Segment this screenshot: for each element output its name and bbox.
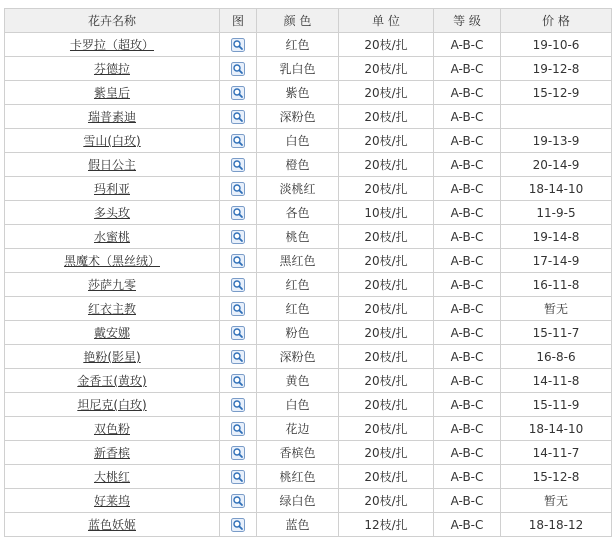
header-row	[5, 9, 612, 33]
table-row	[5, 489, 612, 513]
unit-cell: 20枝/扎	[339, 297, 434, 321]
flower-name-cell	[5, 489, 220, 513]
color-cell: 淡桃红	[257, 177, 339, 201]
price-cell: 15-12-9	[501, 81, 612, 105]
grade-cell: A-B-C	[434, 33, 501, 57]
magnifier-icon[interactable]	[231, 134, 245, 148]
color-cell: 蓝色	[257, 513, 339, 537]
magnifier-icon[interactable]	[231, 494, 245, 508]
magnifier-icon[interactable]	[231, 374, 245, 388]
flower-name-link[interactable]: 假日公主	[87, 158, 136, 172]
color-cell: 深粉色	[257, 345, 339, 369]
flower-name-link[interactable]: 新香槟	[93, 446, 130, 460]
price-cell	[501, 105, 612, 129]
price-cell: 18-14-10	[501, 177, 612, 201]
flower-name-link[interactable]: 坦尼克(白玫)	[77, 398, 147, 412]
table-row	[5, 129, 612, 153]
table-row	[5, 153, 612, 177]
flower-name-link[interactable]: 紫皇后	[93, 86, 130, 100]
flower-name-link[interactable]: 玛利亚	[93, 182, 130, 196]
table-row	[5, 393, 612, 417]
table-row	[5, 369, 612, 393]
grade-cell: A-B-C	[434, 393, 501, 417]
grade-cell: A-B-C	[434, 273, 501, 297]
magnifier-icon[interactable]	[231, 422, 245, 436]
magnifier-icon[interactable]	[231, 206, 245, 220]
color-cell: 桃色	[257, 225, 339, 249]
grade-cell: A-B-C	[434, 441, 501, 465]
price-cell: 19-10-6	[501, 33, 612, 57]
unit-cell: 20枝/扎	[339, 273, 434, 297]
flower-name-link[interactable]: 大桃红	[93, 470, 130, 484]
grade-cell: A-B-C	[434, 417, 501, 441]
unit-cell: 20枝/扎	[339, 465, 434, 489]
price-cell: 11-9-5	[501, 201, 612, 225]
flower-price-table	[4, 8, 612, 537]
flower-name-link[interactable]: 艳粉(影星)	[83, 350, 141, 364]
magnifier-icon[interactable]	[231, 326, 245, 340]
color-cell: 红色	[257, 273, 339, 297]
unit-cell: 12枝/扎	[339, 513, 434, 537]
header-name: 花卉名称	[5, 9, 220, 33]
grade-cell: A-B-C	[434, 345, 501, 369]
table-row	[5, 345, 612, 369]
grade-cell: A-B-C	[434, 513, 501, 537]
grade-cell: A-B-C	[434, 369, 501, 393]
unit-cell: 20枝/扎	[339, 33, 434, 57]
magnifier-icon[interactable]	[231, 182, 245, 196]
image-cell	[220, 417, 257, 441]
price-cell: 暂无	[501, 297, 612, 321]
flower-name-cell	[5, 273, 220, 297]
flower-name-cell	[5, 129, 220, 153]
image-cell	[220, 393, 257, 417]
image-cell	[220, 369, 257, 393]
color-cell: 粉色	[257, 321, 339, 345]
magnifier-icon[interactable]	[231, 254, 245, 268]
flower-name-link[interactable]: 戴安娜	[93, 326, 130, 340]
color-cell: 红色	[257, 297, 339, 321]
header-price: 价 格	[501, 9, 612, 33]
image-cell	[220, 513, 257, 537]
color-cell: 桃红色	[257, 465, 339, 489]
price-cell: 20-14-9	[501, 153, 612, 177]
price-cell: 15-12-8	[501, 465, 612, 489]
color-cell: 橙色	[257, 153, 339, 177]
image-cell	[220, 465, 257, 489]
image-cell	[220, 33, 257, 57]
header-image: 图	[220, 9, 257, 33]
flower-name-cell	[5, 297, 220, 321]
table-row	[5, 81, 612, 105]
flower-name-link[interactable]: 金香玉(黄玫)	[77, 374, 147, 388]
flower-name-link[interactable]: 卡罗拉（超玫）	[69, 38, 154, 52]
unit-cell: 20枝/扎	[339, 153, 434, 177]
price-cell: 16-11-8	[501, 273, 612, 297]
flower-name-cell	[5, 81, 220, 105]
table-row	[5, 273, 612, 297]
unit-cell: 20枝/扎	[339, 489, 434, 513]
price-cell: 17-14-9	[501, 249, 612, 273]
flower-name-cell	[5, 225, 220, 249]
header-grade: 等 级	[434, 9, 501, 33]
table-header	[5, 9, 612, 33]
magnifier-icon[interactable]	[231, 62, 245, 76]
table-row	[5, 201, 612, 225]
image-cell	[220, 57, 257, 81]
table-row	[5, 513, 612, 537]
flower-name-link[interactable]: 瑞普素迪	[87, 110, 136, 124]
flower-name-link[interactable]: 黑魔术（黑丝绒）	[63, 254, 160, 268]
unit-cell: 20枝/扎	[339, 177, 434, 201]
flower-name-link[interactable]: 水蜜桃	[93, 230, 130, 244]
image-cell	[220, 225, 257, 249]
color-cell: 白色	[257, 393, 339, 417]
magnifier-icon[interactable]	[231, 278, 245, 292]
unit-cell: 20枝/扎	[339, 57, 434, 81]
price-cell: 14-11-8	[501, 369, 612, 393]
flower-name-cell	[5, 441, 220, 465]
grade-cell: A-B-C	[434, 465, 501, 489]
table-row	[5, 297, 612, 321]
magnifier-icon[interactable]	[231, 230, 245, 244]
unit-cell: 10枝/扎	[339, 201, 434, 225]
price-cell: 19-12-8	[501, 57, 612, 81]
grade-cell: A-B-C	[434, 129, 501, 153]
color-cell: 花边	[257, 417, 339, 441]
flower-name-cell	[5, 465, 220, 489]
magnifier-icon[interactable]	[231, 86, 245, 100]
header-color: 颜 色	[257, 9, 339, 33]
magnifier-icon[interactable]	[231, 398, 245, 412]
price-cell: 15-11-9	[501, 393, 612, 417]
flower-name-cell	[5, 57, 220, 81]
flower-name-cell	[5, 153, 220, 177]
unit-cell: 20枝/扎	[339, 105, 434, 129]
price-cell: 19-13-9	[501, 129, 612, 153]
price-cell: 15-11-7	[501, 321, 612, 345]
flower-name-link[interactable]: 莎萨九零	[87, 278, 136, 292]
image-cell	[220, 345, 257, 369]
price-cell: 暂无	[501, 489, 612, 513]
color-cell: 紫色	[257, 81, 339, 105]
magnifier-icon[interactable]	[231, 110, 245, 124]
table-row	[5, 321, 612, 345]
image-cell	[220, 489, 257, 513]
table-row	[5, 177, 612, 201]
price-cell: 18-18-12	[501, 513, 612, 537]
flower-name-cell	[5, 201, 220, 225]
flower-name-link[interactable]: 好莱坞	[93, 494, 130, 508]
price-cell: 14-11-7	[501, 441, 612, 465]
flower-name-cell	[5, 249, 220, 273]
flower-name-link[interactable]: 多头玫	[93, 206, 130, 220]
flower-name-link[interactable]: 雪山(白玫)	[83, 134, 141, 148]
table-row	[5, 57, 612, 81]
flower-name-link[interactable]: 芬德拉	[93, 62, 130, 76]
color-cell: 香槟色	[257, 441, 339, 465]
flower-name-cell	[5, 513, 220, 537]
magnifier-icon[interactable]	[231, 518, 245, 532]
flower-name-cell	[5, 177, 220, 201]
grade-cell: A-B-C	[434, 153, 501, 177]
table-row	[5, 441, 612, 465]
grade-cell: A-B-C	[434, 105, 501, 129]
unit-cell: 20枝/扎	[339, 129, 434, 153]
table-row	[5, 105, 612, 129]
unit-cell: 20枝/扎	[339, 321, 434, 345]
image-cell	[220, 321, 257, 345]
image-cell	[220, 273, 257, 297]
flower-name-cell	[5, 321, 220, 345]
color-cell: 白色	[257, 129, 339, 153]
unit-cell: 20枝/扎	[339, 441, 434, 465]
image-cell	[220, 105, 257, 129]
table-row	[5, 465, 612, 489]
table-row	[5, 33, 612, 57]
image-cell	[220, 153, 257, 177]
header-unit: 单 位	[339, 9, 434, 33]
image-cell	[220, 129, 257, 153]
unit-cell: 20枝/扎	[339, 81, 434, 105]
magnifier-icon[interactable]	[231, 350, 245, 364]
color-cell: 乳白色	[257, 57, 339, 81]
image-cell	[220, 177, 257, 201]
image-cell	[220, 441, 257, 465]
color-cell: 黄色	[257, 369, 339, 393]
table-row	[5, 249, 612, 273]
unit-cell: 20枝/扎	[339, 369, 434, 393]
flower-name-cell	[5, 345, 220, 369]
grade-cell: A-B-C	[434, 297, 501, 321]
table-row	[5, 417, 612, 441]
magnifier-icon[interactable]	[231, 446, 245, 460]
grade-cell: A-B-C	[434, 57, 501, 81]
magnifier-icon[interactable]	[231, 158, 245, 172]
magnifier-icon[interactable]	[231, 470, 245, 484]
color-cell: 深粉色	[257, 105, 339, 129]
grade-cell: A-B-C	[434, 225, 501, 249]
color-cell: 黑红色	[257, 249, 339, 273]
image-cell	[220, 201, 257, 225]
image-cell	[220, 81, 257, 105]
color-cell: 绿白色	[257, 489, 339, 513]
price-cell: 18-14-10	[501, 417, 612, 441]
grade-cell: A-B-C	[434, 321, 501, 345]
flower-name-link[interactable]: 蓝色妖姬	[87, 518, 136, 532]
unit-cell: 20枝/扎	[339, 225, 434, 249]
grade-cell: A-B-C	[434, 201, 501, 225]
grade-cell: A-B-C	[434, 249, 501, 273]
flower-name-cell	[5, 393, 220, 417]
flower-name-link[interactable]: 双色粉	[93, 422, 130, 436]
unit-cell: 20枝/扎	[339, 345, 434, 369]
grade-cell: A-B-C	[434, 489, 501, 513]
magnifier-icon[interactable]	[231, 38, 245, 52]
unit-cell: 20枝/扎	[339, 393, 434, 417]
table-row	[5, 225, 612, 249]
price-cell: 16-8-6	[501, 345, 612, 369]
flower-name-cell	[5, 105, 220, 129]
magnifier-icon[interactable]	[231, 302, 245, 316]
unit-cell: 20枝/扎	[339, 417, 434, 441]
grade-cell: A-B-C	[434, 81, 501, 105]
unit-cell: 20枝/扎	[339, 249, 434, 273]
image-cell	[220, 297, 257, 321]
flower-name-cell	[5, 33, 220, 57]
color-cell: 各色	[257, 201, 339, 225]
flower-name-cell	[5, 417, 220, 441]
grade-cell: A-B-C	[434, 177, 501, 201]
flower-name-cell	[5, 369, 220, 393]
image-cell	[220, 249, 257, 273]
price-cell: 19-14-8	[501, 225, 612, 249]
table-body	[5, 33, 612, 537]
color-cell: 红色	[257, 33, 339, 57]
flower-name-link[interactable]: 红衣主教	[87, 302, 136, 316]
